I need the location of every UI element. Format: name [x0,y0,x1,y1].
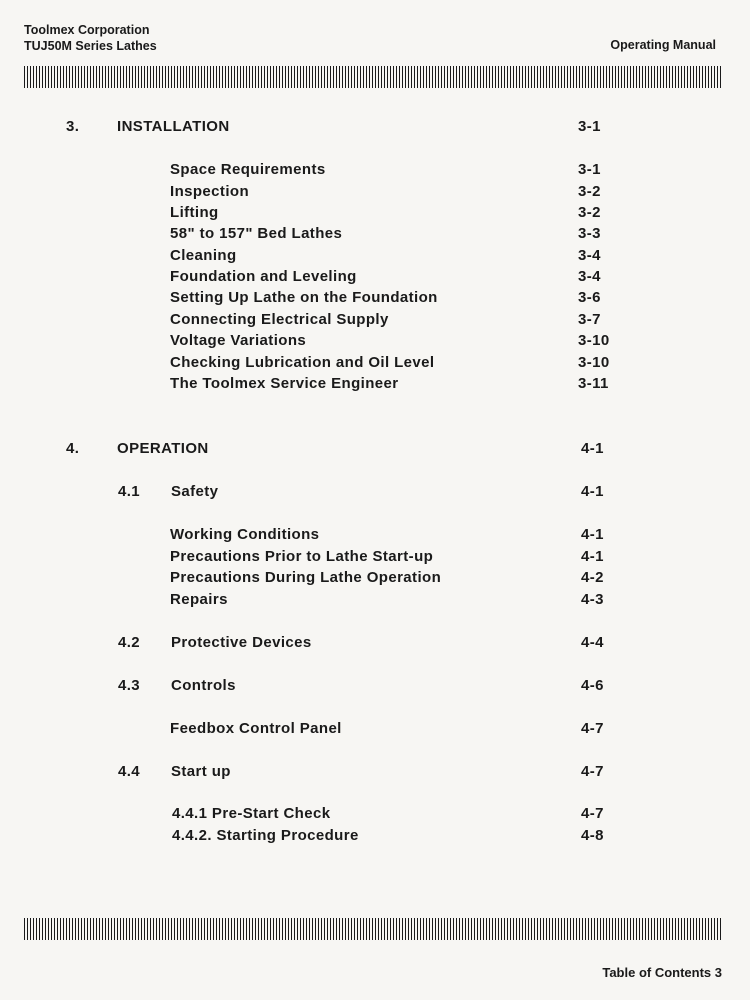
toc-page: 3-6 [578,289,601,306]
toc-entry[interactable] [0,161,750,181]
toc-page: 3-4 [578,268,601,285]
toc-page: 3-3 [578,225,601,242]
toc-entry[interactable] [0,311,750,331]
toc-page: 3-4 [578,247,601,264]
toc-page: 4-1 [581,548,604,565]
toc-title: Working Conditions [170,526,320,543]
toc-title: Space Requirements [170,161,326,178]
toc-entry[interactable] [0,289,750,309]
toc-title: Feedbox Control Panel [170,720,342,737]
toc-number: 3. [66,118,80,135]
toc-page: 4-8 [581,827,604,844]
toc-title: Foundation and Leveling [170,268,357,285]
toc-entry[interactable] [0,247,750,267]
page-footer: Table of Contents 3 [602,965,722,980]
toc-section-4-4[interactable] [0,763,750,783]
product-name: TUJ50M Series Lathes [24,39,157,53]
toc-page: 3-1 [578,161,601,178]
toc-title: Cleaning [170,247,237,264]
toc-chapter-4[interactable] [0,440,750,460]
toc-number: 4.2 [118,634,141,651]
toc-entry[interactable] [0,354,750,374]
toc-entry[interactable] [0,548,750,568]
toc-entry[interactable] [0,204,750,224]
toc-title: 4.4.1 Pre-Start Check [172,805,331,822]
toc-title: Connecting Electrical Supply [170,311,389,328]
toc-page: 3-10 [578,332,610,349]
toc-subsection-4-4-2[interactable] [0,827,750,847]
toc-title: Precautions Prior to Lathe Start-up [170,548,434,565]
toc-page: 4-6 [581,677,604,694]
toc-page: 4-1 [581,526,604,543]
toc-page: 3-1 [578,118,601,135]
toc-page: 3-2 [578,183,601,200]
toc-title: Protective Devices [171,634,312,651]
toc-page: 4-7 [581,720,604,737]
toc-section-4-1[interactable] [0,483,750,503]
toc-entry[interactable] [0,591,750,611]
company-name: Toolmex Corporation [24,23,150,37]
toc-number: 4. [66,440,80,457]
toc-section-4-2[interactable] [0,634,750,654]
toc-title: 58" to 157" Bed Lathes [170,225,343,242]
toc-page: 4-7 [581,805,604,822]
toc-entry[interactable] [0,332,750,352]
toc-entry[interactable] [0,526,750,546]
toc-page: 4-1 [581,483,604,500]
toc-title: Safety [171,483,219,500]
toc-title: Checking Lubrication and Oil Level [170,354,435,371]
toc-title: The Toolmex Service Engineer [170,375,399,392]
toc-page: 3-2 [578,204,601,221]
toc-title: Repairs [170,591,228,608]
toc-subsection-4-4-1[interactable] [0,805,750,825]
toc-chapter-3[interactable] [0,118,750,138]
toc-number: 4.4 [118,763,141,780]
toc-entry[interactable] [0,268,750,288]
toc-entry[interactable] [0,375,750,395]
toc-page: 3-7 [578,311,601,328]
toc-title: Start up [171,763,231,780]
footer-barcode-rule [24,918,722,940]
toc-entry[interactable] [0,183,750,203]
toc-page: 4-4 [581,634,604,651]
toc-entry[interactable] [0,720,750,740]
toc-title: Precautions During Lathe Operation [170,569,442,586]
toc-page: 3-10 [578,354,610,371]
toc-entry[interactable] [0,225,750,245]
toc-entry[interactable] [0,569,750,589]
toc-page: 4-1 [581,440,604,457]
toc-title: 4.4.2. Starting Procedure [172,827,359,844]
toc-number: 4.3 [118,677,141,694]
toc-number: 4.1 [118,483,141,500]
toc-title: OPERATION [117,440,209,457]
toc-page: 4-3 [581,591,604,608]
toc-page: 3-11 [578,375,609,392]
toc-title: Setting Up Lathe on the Foundation [170,289,438,306]
toc-title: Inspection [170,183,250,200]
toc-title: Voltage Variations [170,332,307,349]
document-type: Operating Manual [610,38,716,52]
toc-title: Controls [171,677,236,694]
toc-page: 4-2 [581,569,604,586]
toc-title: INSTALLATION [117,118,230,135]
toc-section-4-3[interactable] [0,677,750,697]
toc-title: Lifting [170,204,219,221]
toc-page: 4-7 [581,763,604,780]
